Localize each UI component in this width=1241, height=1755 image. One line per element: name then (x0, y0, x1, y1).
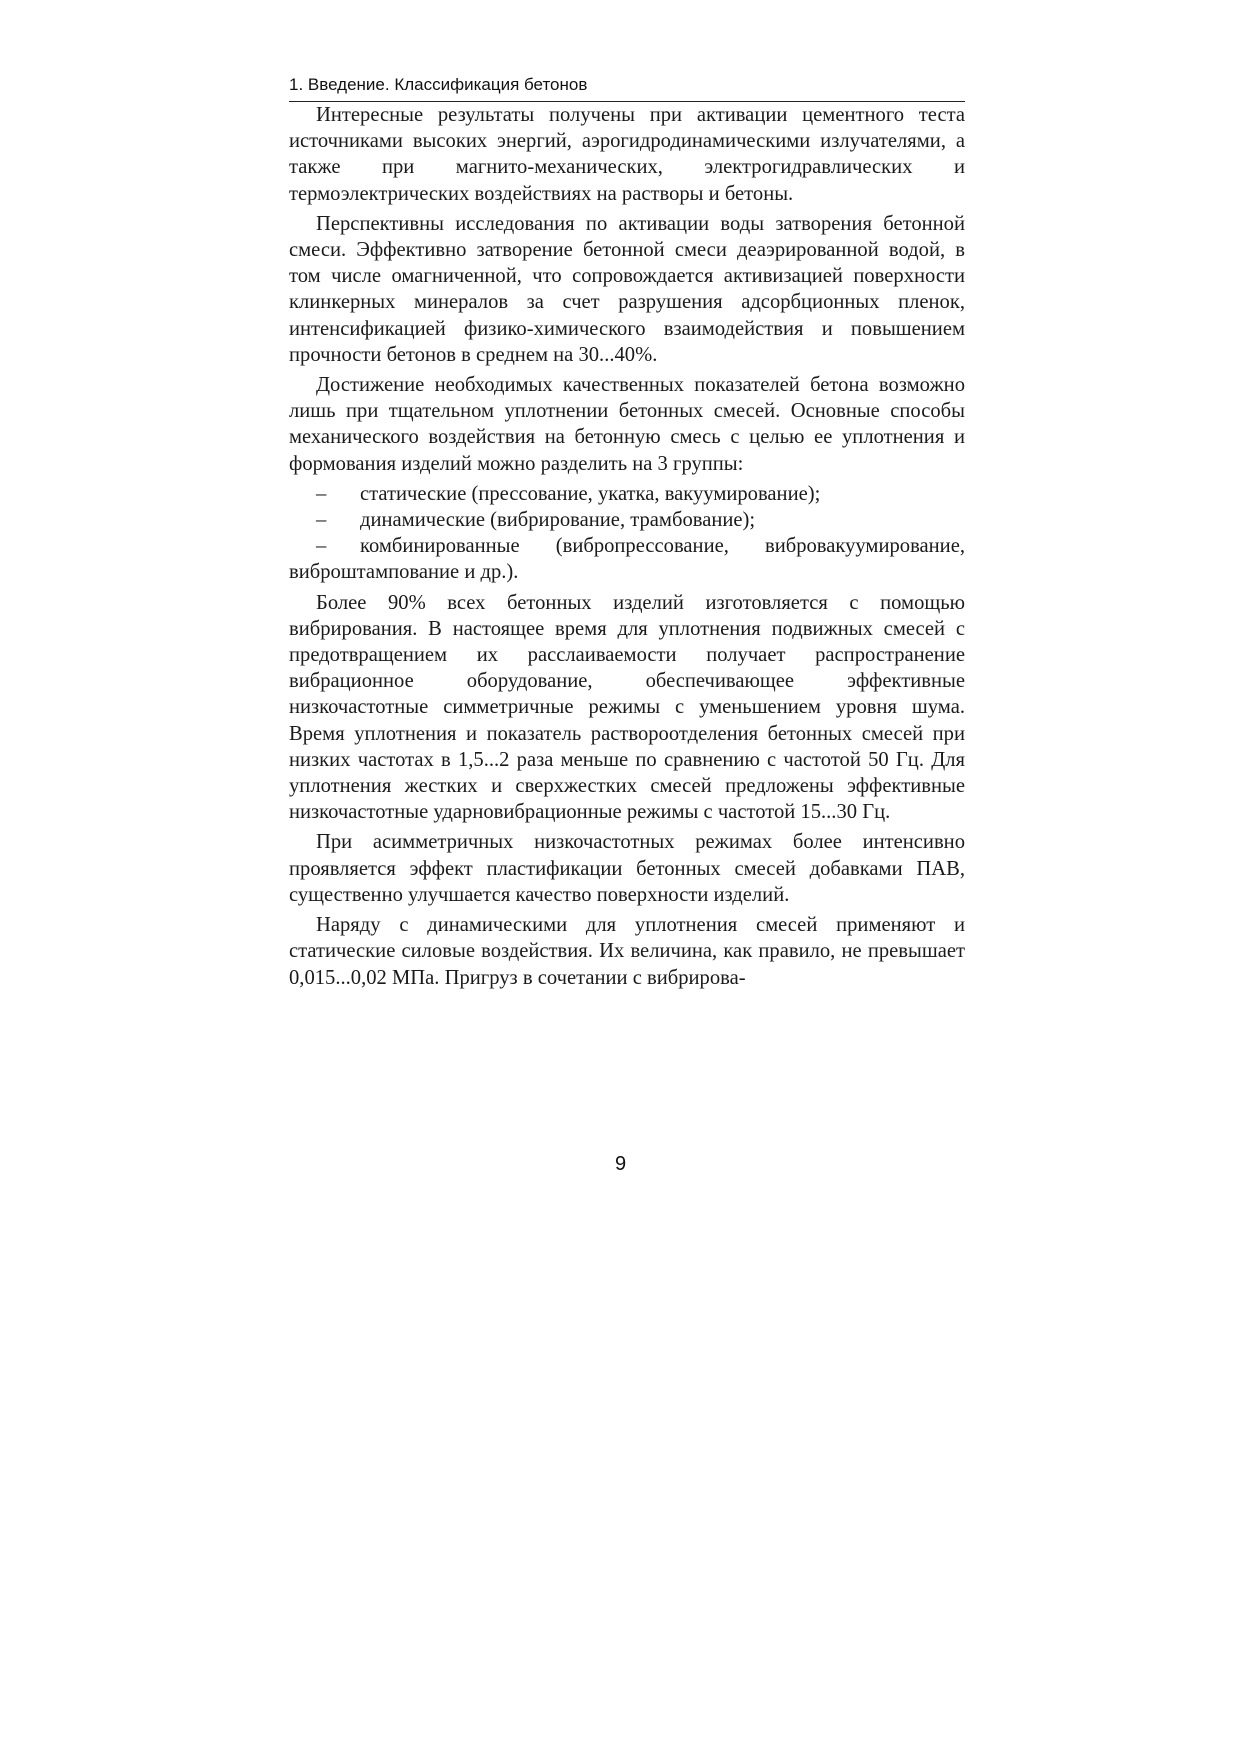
list-item-text: статические (прессование, укатка, вакуумирование); (360, 482, 821, 505)
list-item-text: комбинированные (вибропрессование, вибровакуумирование, виброштампование и др.). (289, 535, 965, 584)
paragraph-activation-energy: Интересные результаты получены при активации цементного теста источниками высоких энергий, аэрогидродинамическими излучателями, а также при магнито-механических, электрогидравлических и термоэлектрических воздействиях на растворы и бетоны. (289, 104, 965, 205)
list-item (289, 481, 965, 507)
paragraph-compaction-methods: Достижение необходимых качественных показателей бетона возможно лишь при тщательном уплотнении бетонных смесей. Основные способы механического воздействия на бетонную смесь с целью ее уплотнения и формования изделий можно разделить на 3 группы: (289, 374, 965, 475)
paragraph-vibration: Более 90% всех бетонных изделий изготовляется с помощью вибрирования. В настоящее время для уплотнения подвижных смесей с предотвращением их расслаиваемости получает распространение вибрационное оборудование, обеспечивающее эффективные низкочастотные симметричные режимы с уменьшением уровня шума. Время уплотнения и показатель раствороотделения бетонных смесей при низких частотах в 1,5...2 раза меньше по сравнению с частотой 50 Гц. Для уплотнения жестких и сверхжестких смесей предложены эффективные низкочастотные ударновибрационные режимы с частотой 15...30 Гц. (289, 591, 965, 824)
list-item (289, 533, 965, 585)
body-text (289, 102, 965, 995)
paragraph-asymmetric-modes: При асимметричных низкочастотных режимах более интенсивно проявляется эффект пластификации бетонных смесей добавками ПАВ, существенно улучшается качество поверхности изделий. (289, 831, 965, 906)
paragraph-static-loads: Наряду с динамическими для уплотнения смесей применяют и статические силовые воздействия. Их величина, как правило, не превышает 0,015...0,02 МПа. Пригруз в сочетании с вибрирова- (289, 914, 965, 989)
list-item (289, 507, 965, 533)
list-item-text: динамические (вибрирование, трамбование); (360, 509, 756, 532)
list-dash: – (316, 482, 327, 505)
list-dash: – (316, 509, 327, 532)
running-header: 1. Введение. Классификация бетонов (289, 73, 965, 102)
paragraph-water-activation: Перспективны исследования по активации воды затворения бетонной смеси. Эффективно затворение бетонной смеси деаэрированной водой, в том числе омагниченной, что сопровождается активизацией поверхности клинкерных минералов за счет разрушения адсорбционных пленок, интенсификацией физико-химического взаимодействия и повышением прочности бетонов в среднем на 30...40%. (289, 212, 965, 366)
list-dash: – (316, 535, 327, 558)
page-number: 9 (614, 1153, 627, 1175)
compaction-groups-list (289, 481, 965, 586)
